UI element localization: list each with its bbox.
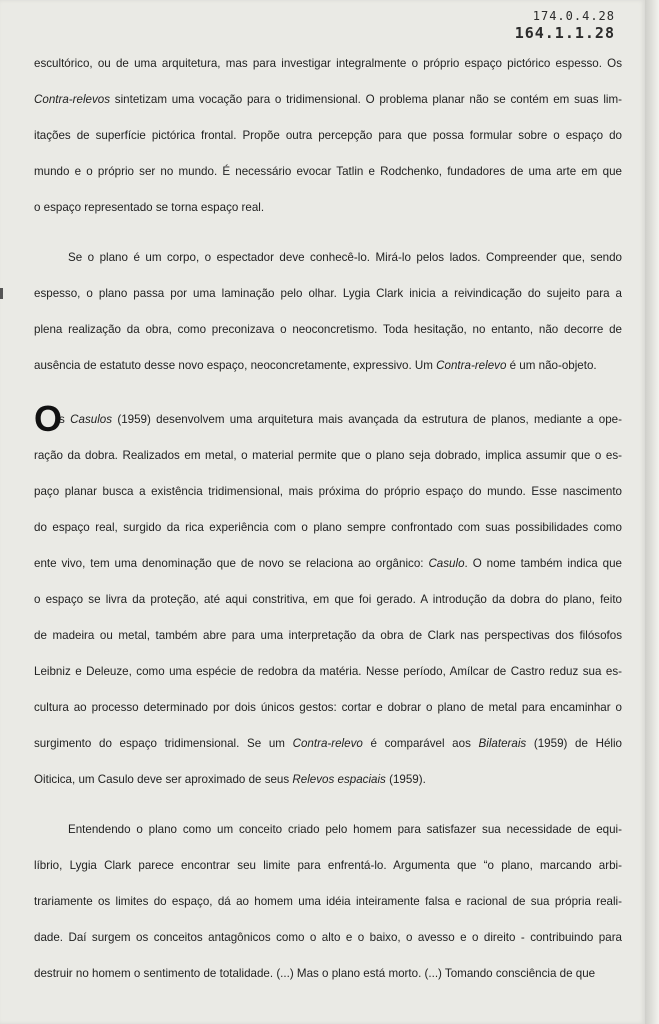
italic-title: Relevos espaciais <box>292 773 386 786</box>
drop-cap: O <box>34 398 63 439</box>
text-run: plena realização da obra, como preconizava o neoconcretismo. Toda hesitação, no entanto, não decorre de <box>34 323 622 336</box>
text-run: ente vivo, tem uma denominação que de novo se relaciona ao orgânico: <box>34 557 429 570</box>
text-line <box>34 481 622 517</box>
text-run: s <box>59 413 71 426</box>
binding-mark <box>0 293 3 299</box>
text-line <box>34 517 622 553</box>
text-line <box>34 661 622 697</box>
text-line <box>34 125 622 161</box>
text-run: ração da dobra. Realizados em metal, o material permite que o plano seja dobrado, implica assumir que o es- <box>34 449 622 462</box>
text-line <box>34 697 622 733</box>
italic-title: Contra-relevos <box>34 93 111 106</box>
paragraph-1 <box>34 53 622 233</box>
handwritten-line-2: 164.1.1.28 <box>514 24 615 42</box>
text-run: trariamente os limites do espaço, dá ao homem uma idéia inteiramente falsa e racional de sua própria reali- <box>34 895 622 908</box>
text-run: Oiticica, um Casulo deve ser aproximado de seus <box>34 773 293 786</box>
paragraph-3 <box>34 398 623 805</box>
text-line <box>34 963 622 999</box>
text-line <box>34 445 622 481</box>
italic-title: Contra-relevo <box>292 737 363 750</box>
text-run: o espaço se livra da proteção, até aqui constritiva, em que foi gerado. A introdução da dobra do plano, feito <box>34 593 622 606</box>
text-line <box>34 319 622 355</box>
paragraph-2 <box>34 247 622 391</box>
text-run: espesso, o plano passa por uma laminação pelo olhar. Lygia Clark inicia a reivindicação do sujeito para a <box>34 287 622 300</box>
text-run: paço planar busca a existência tridimensional, mais próxima do próprio espaço do mundo. Esse nascimento <box>34 485 622 498</box>
italic-title: Contra-relevo <box>436 359 507 372</box>
text-run: Se o plano é um corpo, o espectador deve conhecê-lo. Mirá-lo pelos lados. Compreender que, sendo <box>68 251 622 264</box>
text-run: dade. Daí surgem os conceitos antagônicos como o alto e o baixo, o avesso e o direito - contribuindo para <box>34 931 622 944</box>
text-line <box>34 553 622 589</box>
text-run: ausência de estatuto desse novo espaço, neoconcretamente, expressivo. Um <box>34 359 437 372</box>
text-run: surgimento do espaço tridimensional. Se um <box>34 737 293 750</box>
text-line <box>34 161 622 197</box>
text-run: cultura ao processo determinado por dois únicos gestos: cortar e dobrar o plano de metal para encaminhar o <box>34 701 622 714</box>
handwritten-line-1: 174.0.4.28 <box>532 9 615 23</box>
text-run: . O nome também indica que <box>464 557 622 570</box>
text-line <box>34 247 622 283</box>
text-line <box>34 855 622 891</box>
text-line <box>34 769 622 805</box>
text-run: o espaço representado se torna espaço real. <box>34 201 265 214</box>
text-line <box>34 398 622 445</box>
text-run: (1959) desenvolvem uma arquitetura mais avançada da estrutura de planos, mediante a ope- <box>112 413 622 426</box>
text-line <box>34 819 622 855</box>
text-run: é comparável aos <box>362 737 479 750</box>
italic-title: Casulo <box>428 557 465 570</box>
text-line <box>34 625 622 661</box>
text-run: escultórico, ou de uma arquitetura, mas para investigar integralmente o próprio espaço pictórico espesso. Os <box>34 57 622 70</box>
text-run: de madeira ou metal, também abre para uma interpretação da obra de Clark nas perspectivas dos filósofos <box>34 629 622 642</box>
text-line <box>34 283 622 319</box>
text-run: (1959) de Hélio <box>526 737 623 750</box>
body-text <box>34 53 622 999</box>
text-run: do espaço real, surgido da rica experiência com o plano sempre confrontado com suas possibilidades como <box>34 521 622 534</box>
text-run: (1959). <box>385 773 426 786</box>
text-line <box>34 927 622 963</box>
handwritten-catalog-note <box>515 8 615 42</box>
text-run: líbrio, Lygia Clark parece encontrar seu limite para enfrentá-lo. Argumenta que “o plano, marcando arbi- <box>34 859 622 872</box>
text-line <box>34 891 622 927</box>
text-run: Leibniz e Deleuze, como uma espécie de redobra da matéria. Nesse período, Amílcar de Castro reduz sua es- <box>34 665 622 678</box>
text-line <box>34 89 622 125</box>
text-run: mundo e o próprio ser no mundo. É necessário evocar Tatlin e Rodchenko, fundadores de uma arte em que <box>34 165 622 178</box>
text-run: destruir no homem o sentimento de totalidade. (...) Mas o plano está morto. (...) Tomando consciência de que <box>34 967 596 980</box>
text-run: sintetizam uma vocação para o tridimensional. O problema planar não se contém em suas lim- <box>110 93 622 106</box>
text-line <box>34 197 622 233</box>
text-line <box>34 53 622 89</box>
italic-title: Bilaterais <box>478 737 527 750</box>
text-run: é um não-objeto. <box>506 359 597 372</box>
text-line <box>34 355 622 391</box>
text-run: Entendendo o plano como um conceito criado pelo homem para satisfazer sua necessidade de equi- <box>68 823 622 836</box>
text-line <box>34 733 622 769</box>
text-run: itações de superfície pictórica frontal. Propõe outra percepção para que possa formular sobre o espaço do <box>34 129 622 142</box>
paragraph-4 <box>34 819 622 999</box>
italic-title: Casulos <box>70 413 113 426</box>
text-line <box>34 589 622 625</box>
page-edge <box>645 0 659 1024</box>
